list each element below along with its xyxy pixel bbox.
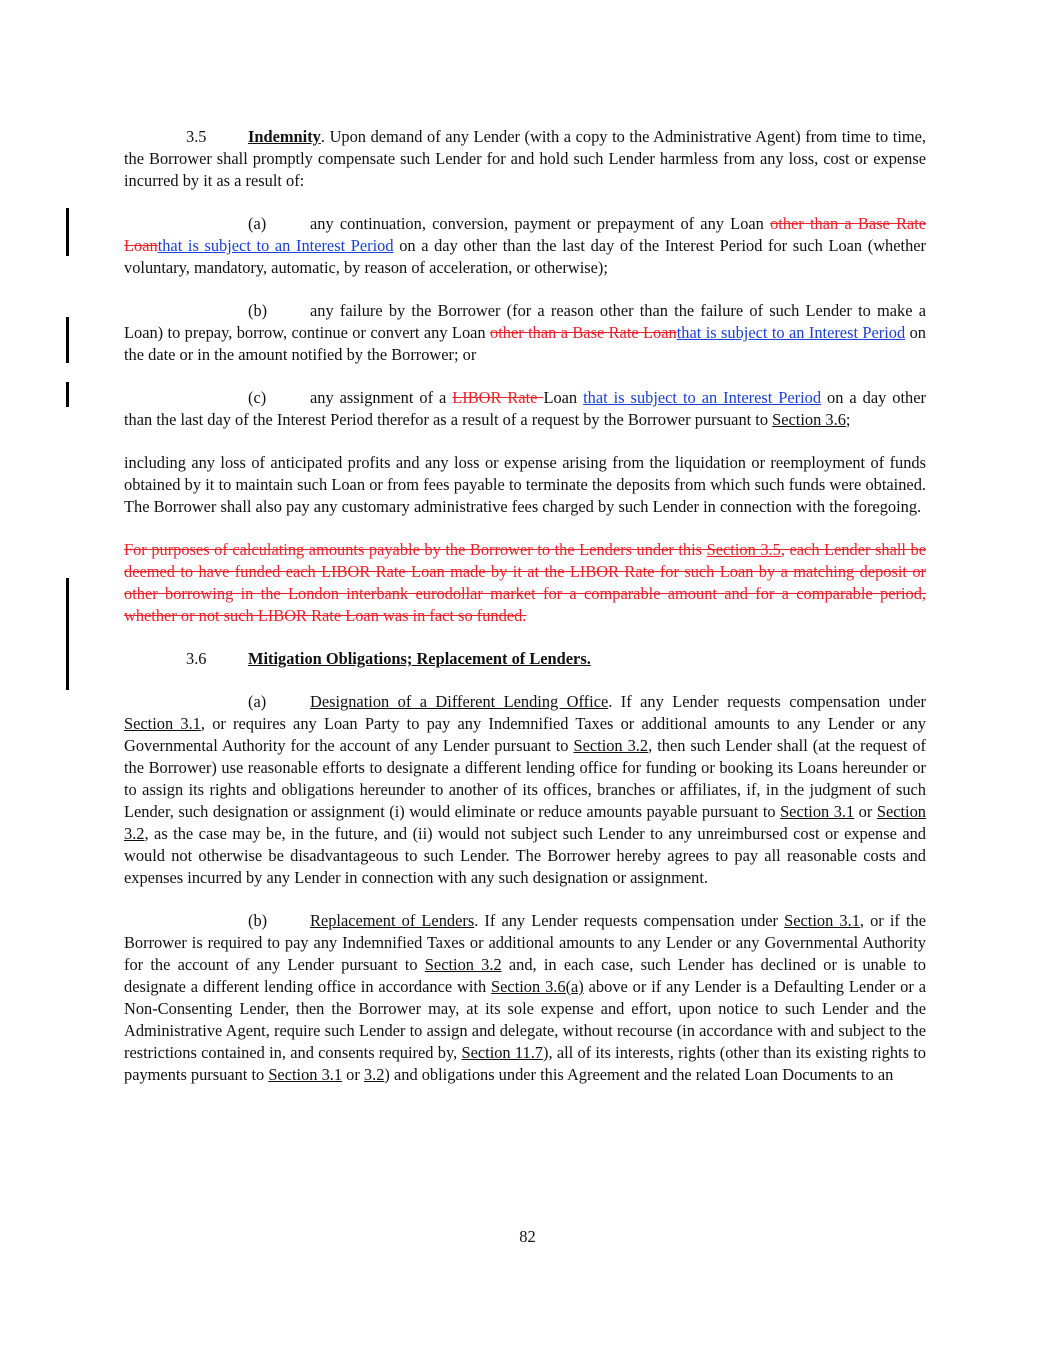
inserted-text: that is subject to an Interest Period <box>676 323 906 342</box>
section-reference: Section 11.7 <box>461 1043 543 1062</box>
clause-heading: Replacement of Lenders <box>310 911 475 930</box>
section-reference: Section 3.2 <box>124 802 926 843</box>
document-page <box>124 126 926 1107</box>
including-paragraph: including any loss of anticipated profits and any loss or expense arising from the liquidation or reemployment of funds obtained by it to maintain such Loan or from fees payable to terminate the deposits from which such funds were obtained. The Borrower shall also pay any customary administrative fees charged by such Lender in connection with the foregoing. <box>124 453 926 516</box>
clause-3-5-a: (a) any continuation, conversion, payment or prepayment of any Loan other than a Base Rate Loanthat is subject to an Interest Period on a day other than the last day of the Interest Period for such Loan (whether voluntary, mandatory, automatic, by reason of acceleration, or otherwise); <box>124 214 926 277</box>
section-reference: Section 3.6 <box>772 410 846 429</box>
change-bar-3-5-a <box>66 208 69 256</box>
deleted-text: other than a Base Rate Loan <box>490 323 677 342</box>
clause-3-6-b: (b) Replacement of Lenders. If any Lender requests compensation under Section 3.1, or if the Borrower is required to pay any Indemnified Taxes or additional amounts to any Lender or any Governmental Authority for the account of any Lender pursuant to Section 3.2 and, in each case, such Lender has declined or is unable to designate a different lending office in accordance with Section 3.6(a) above or if any Lender is a Defaulting Lender or a Non-Consenting Lender, then the Borrower may, at its sole expense and effort, upon notice to such Lender and the Administrative Agent, require such Lender to assign and delegate, without recourse (in accordance with and subject to the restrictions contained in, and consents required by, Section 11.7), all of its interests, rights (other than its existing rights to payments pursuant to Section 3.1 or 3.2) and obligations under this Agreement and the related Loan Documents to an <box>124 911 926 1084</box>
inserted-text: that is subject to an Interest Period <box>583 388 822 407</box>
section-reference: 3.2 <box>363 1065 385 1084</box>
deleted-text: other than a Base Rate Loan <box>124 214 926 255</box>
deleted-text: LIBOR Rate <box>452 388 544 407</box>
clause-3-5-c: (c) any assignment of a LIBOR Rate Loan that is subject to an Interest Period on a day other than the last day of the Interest Period therefor as a result of a request by the Borrower pursuant to Section 3.6; <box>124 388 926 429</box>
section-reference: Section 3.2 <box>573 736 649 755</box>
section-title: Mitigation Obligations; Replacement of Lenders. <box>248 649 591 668</box>
section-reference: Section 3.5 <box>706 540 781 559</box>
clause-heading: Designation of a Different Lending Office <box>310 692 609 711</box>
page-number: 82 <box>519 1227 536 1246</box>
clause-label: (a) <box>248 214 267 233</box>
section-title: Indemnity <box>248 127 321 146</box>
clause-label: (b) <box>248 301 268 320</box>
section-reference: Section 3.1 <box>784 911 860 930</box>
section-reference: Section 3.1 <box>780 802 855 821</box>
section-number: 3.5 <box>186 127 207 146</box>
deleted-paragraph: For purposes of calculating amounts payable by the Borrower to the Lenders under this Section 3.5, each Lender shall be deemed to have funded each LIBOR Rate Loan made by it at the LIBOR Rate for such Loan by a matching deposit or other borrowing in the London interbank eurodollar market for a comparable amount and for a comparable period, whether or not such LIBOR Rate Loan was in fact so funded. <box>124 540 927 625</box>
section-reference: Section 3.2 <box>424 955 502 974</box>
section-reference: Section 3.1 <box>124 714 201 733</box>
clause-3-5-b: (b) any failure by the Borrower (for a reason other than the failure of such Lender to make a Loan) to prepay, borrow, continue or convert any Loan other than a Base Rate Loanthat is subject to an Interest Period on the date or in the amount notified by the Borrower; or <box>124 301 926 364</box>
change-bar-deleted-paragraph <box>66 578 69 690</box>
inserted-text: that is subject to an Interest Period <box>157 236 394 255</box>
change-bar-3-5-b <box>66 317 69 363</box>
section-reference: Section 3.1 <box>268 1065 343 1084</box>
clause-label: (b) <box>248 911 268 930</box>
clause-3-6-a: (a) Designation of a Different Lending Office. If any Lender requests compensation under Section 3.1, or requires any Loan Party to pay any Indemnified Taxes or additional amounts to any Lender or any Governmental Authority for the account of any Lender pursuant to Section 3.2, then such Lender shall (at the request of the Borrower) use reasonable efforts to designate a different lending office for funding or booking its Loans hereunder or to assign its rights and obligations hereunder to another of its offices, branches or affiliates, if, in the judgment of such Lender, such designation or assignment (i) would eliminate or reduce amounts payable pursuant to Section 3.1 or Section 3.2, as the case may be, in the future, and (ii) would not subject such Lender to any unreimbursed cost or expense and would not otherwise be disadvantageous to such Lender. The Borrower hereby agrees to pay all reasonable costs and expenses incurred by any Lender in connection with any such designation or assignment. <box>124 692 927 887</box>
section-3-6-heading <box>124 648 926 670</box>
clause-label: (a) <box>248 692 267 711</box>
section-3-5-intro: 3.5 Indemnity. Upon demand of any Lender (with a copy to the Administrative Agent) from time to time, the Borrower shall promptly compensate such Lender for and hold such Lender harmless from any loss, cost or expense incurred by it as a result of: <box>124 127 926 190</box>
section-reference: Section 3.6(a) <box>491 977 584 996</box>
change-bar-3-5-c <box>66 382 69 407</box>
section-number: 3.6 <box>186 649 207 668</box>
clause-label: (c) <box>248 388 267 407</box>
